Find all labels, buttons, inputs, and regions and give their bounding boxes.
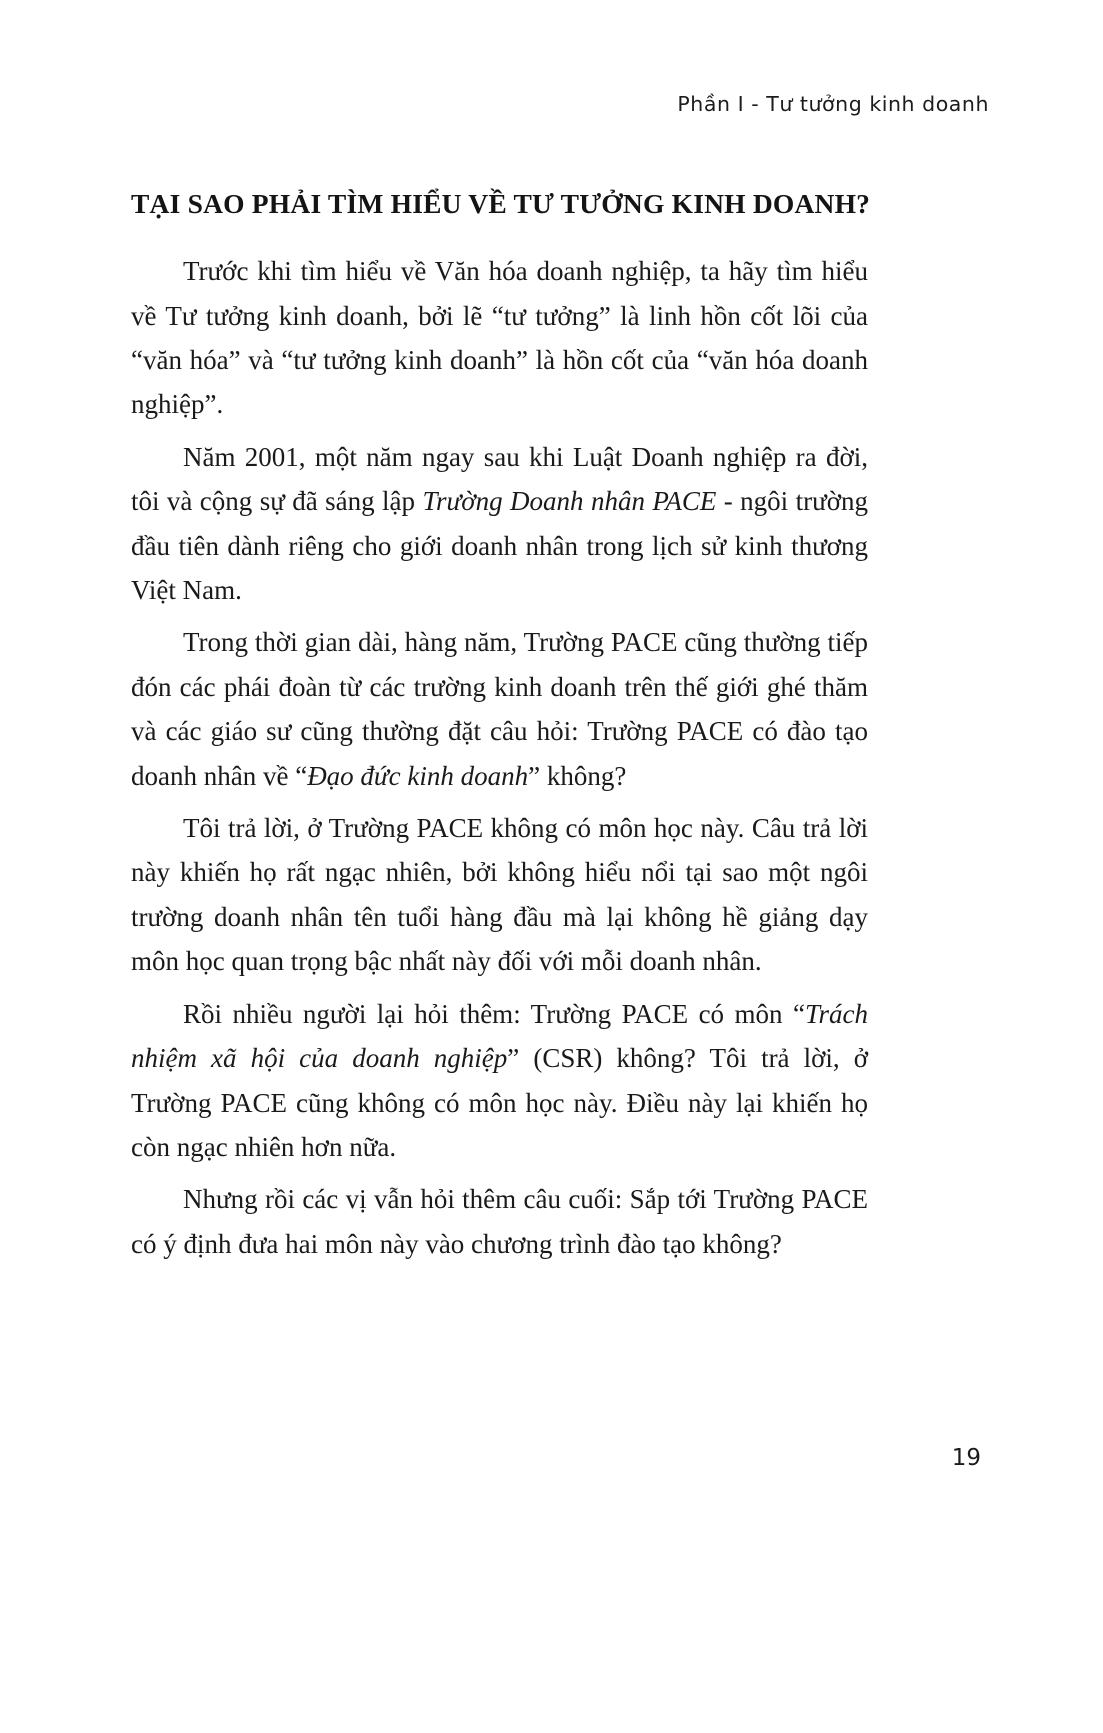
emphasis-text: Đạo đức kinh doanh — [307, 760, 529, 791]
body-text-run: Tôi trả lời, ở Trường PACE không có môn học này. Câu trả lời này khiến họ rất ngạc nhiên, bởi không hiểu nổi tại sao một ngôi trường doanh nhân tên tuổi hàng đầu mà lại không hề giảng dạy môn học quan trọng bậc nhất này đối với mỗi doanh nhân. — [131, 813, 868, 977]
body-text-run: ” (CSR) không? Tôi trả lời, ở Trường PACE cũng không có môn học này. Điều này lại khiến họ còn ngạc nhiên hơn nữa. — [131, 1043, 868, 1162]
body-text-run: Rồi nhiều người lại hỏi thêm: Trường PACE có môn “ — [183, 998, 805, 1029]
section-title: TẠI SAO PHẢI TÌM HIỂU VỀ TƯ TƯỞNG KINH DOANH? — [131, 188, 871, 219]
paragraph — [131, 806, 868, 984]
body-text-run: Nhưng rồi các vị vẫn hỏi thêm câu cuối: Sắp tới Trường PACE có ý định đưa hai môn này vào chương trình đào tạo không? — [131, 1184, 868, 1259]
paragraph — [131, 249, 868, 427]
paragraph — [131, 992, 868, 1170]
emphasis-text: Trách nhiệm xã hội của doanh nghiệp — [131, 998, 868, 1074]
body-text-run: Năm 2001, một năm ngay sau khi Luật Doanh nghiệp ra đời, tôi và cộng sự đã sáng lập — [131, 441, 868, 517]
body-text-run: Trước khi tìm hiểu về Văn hóa doanh nghiệp, ta hãy tìm hiểu về Tư tưởng kinh doanh, bởi lẽ “tư tưởng” là linh hồn cốt lõi của “văn hóa” và “tư tưởng kinh doanh” là hồn cốt của “văn hóa doanh nghiệp”. — [131, 256, 868, 420]
paragraph — [131, 435, 868, 613]
page-content — [131, 186, 871, 1266]
page-number: 19 — [951, 1445, 981, 1471]
body-text-run: ” không? — [528, 760, 627, 791]
body-text — [131, 249, 868, 1266]
paragraph — [131, 1177, 868, 1266]
emphasis-text: Trường Doanh nhân PACE — [422, 486, 717, 517]
body-text-run: - ngôi trường đầu tiên dành riêng cho giới doanh nhân trong lịch sử kinh thương Việt Nam. — [131, 486, 868, 606]
paragraph — [131, 620, 868, 798]
body-text-run: Trong thời gian dài, hàng năm, Trường PACE cũng thường tiếp đón các phái đoàn từ các trường kinh doanh trên thế giới ghé thăm và các giáo sư cũng thường đặt câu hỏi: Trường PACE có đào tạo doanh nhân về “ — [131, 627, 868, 791]
running-head: Phần I - Tư tưởng kinh doanh — [677, 92, 989, 116]
